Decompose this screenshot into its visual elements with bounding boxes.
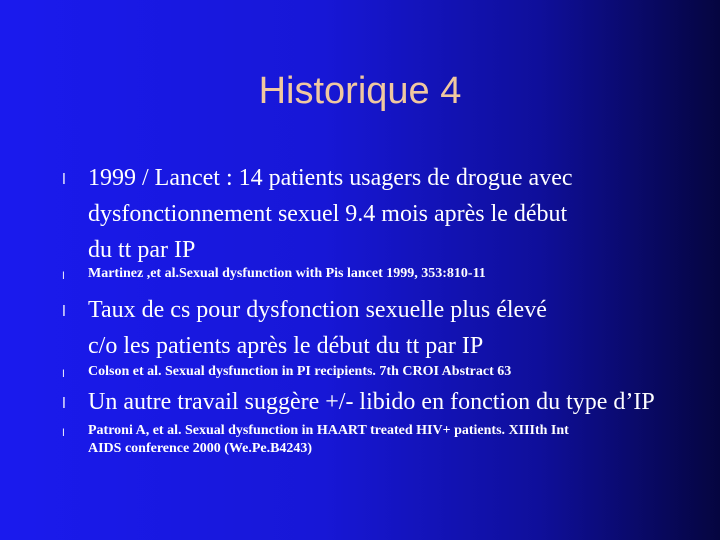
bullet-text-line: c/o les patients après le début du tt par IP [88, 333, 484, 359]
bullet-text [88, 363, 678, 381]
bullet-text-line: AIDS conference 2000 (We.Pe.B4243) [88, 441, 313, 456]
bullet-marker: l [62, 172, 66, 188]
bullet-text-line: Martinez ,et al.Sexual dysfunction with Pis lancet 1999, 353:810-11 [88, 266, 486, 281]
bullet-marker: l [62, 396, 66, 412]
bullet-marker: l [62, 428, 65, 439]
bullet-marker: l [62, 369, 65, 380]
bullet-text-line: du tt par IP [88, 237, 196, 263]
bullet-text-line: Patroni A, et al. Sexual dysfunction in HAART treated HIV+ patients. XIIIth Int [88, 423, 569, 438]
slide-title: Historique 4 [258, 70, 462, 112]
bullet-text-line: Taux de cs pour dysfonction sexuelle plus élevé [88, 297, 547, 323]
bullet-text-line: Colson et al. Sexual dysfunction in PI recipients. 7th CROI Abstract 63 [88, 364, 512, 379]
bullet-text [88, 292, 678, 364]
bullet-marker: l [62, 271, 65, 282]
bullet-text [88, 384, 678, 420]
bullet-text-line: Un autre travail suggère +/- libido en fonction du type d’IP [88, 389, 655, 415]
bullet-marker: l [62, 304, 66, 320]
bullet-text [88, 422, 678, 458]
bullet-text [88, 265, 678, 283]
bullet-text-line: 1999 / Lancet : 14 patients usagers de drogue avec [88, 165, 573, 191]
bullet-text-line: dysfonctionnement sexuel 9.4 mois après le début [88, 201, 568, 227]
bullet-text [88, 160, 678, 268]
